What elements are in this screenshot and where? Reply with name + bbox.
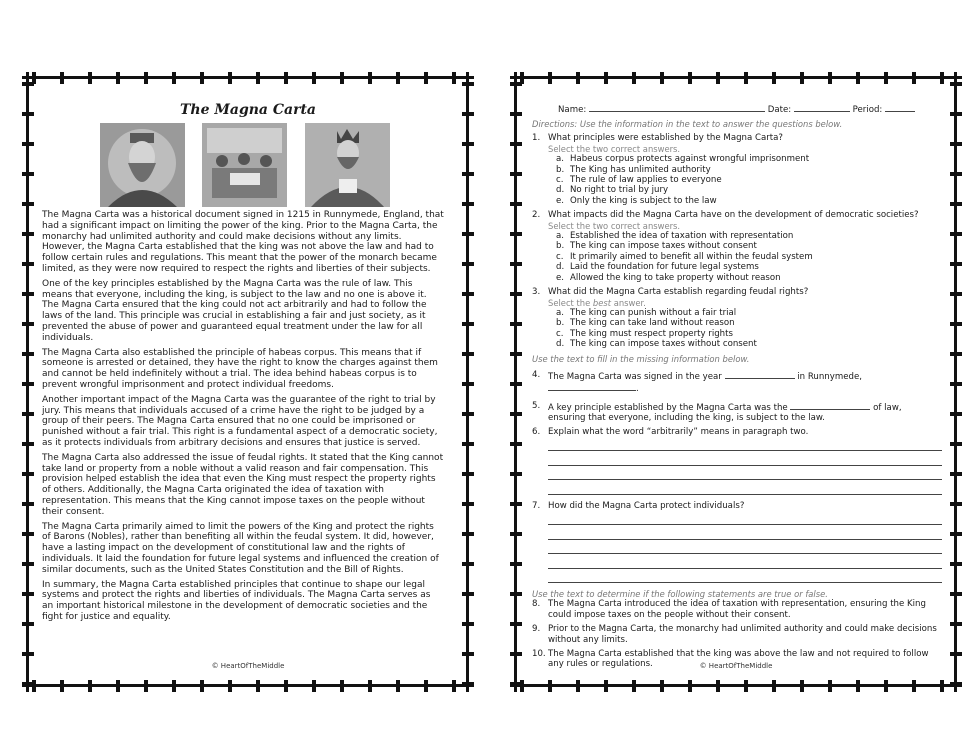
fence-post [660, 72, 664, 84]
fence-post [22, 352, 34, 356]
question-number: 4. [532, 369, 541, 380]
fence-post [950, 262, 962, 266]
fence-post [22, 232, 34, 236]
fence-post [510, 322, 522, 326]
question-4: 4. The Magna Carta was signed in the year in Runnymede, . [532, 369, 862, 395]
fence-post [510, 682, 522, 686]
fence-post [510, 232, 522, 236]
question-1 [532, 133, 942, 206]
question-text: The Magna Carta established that the king was above the law and not required to follow any rules or regulations. [548, 648, 929, 670]
fence-post [22, 172, 34, 176]
fence-post [172, 72, 176, 84]
fence-post [510, 262, 522, 266]
year-blank[interactable] [725, 370, 795, 379]
answer-option[interactable]: d. Laid the foundation for future legal systems [556, 262, 759, 273]
fence-post [950, 82, 962, 86]
question-text: Explain what the word “arbitrarily” means in paragraph two. [548, 426, 809, 437]
fence-post [172, 680, 176, 692]
fence-post [950, 202, 962, 206]
copyright-footer: © HeartOfTheMiddle [699, 662, 773, 670]
fence-post [510, 82, 522, 86]
answer-option[interactable]: b. The King has unlimited authority [556, 164, 711, 175]
fence-post [116, 680, 120, 692]
question-number: 9. [532, 624, 541, 635]
fence-post [22, 202, 34, 206]
question-text: The Magna Carta introduced the idea of taxation with representation, ensuring the King could impose taxes on the people without their consent. [548, 599, 926, 620]
fence-post [452, 72, 456, 84]
fence-post [22, 412, 34, 416]
fence-post [462, 322, 474, 326]
fence-post [22, 682, 34, 686]
paragraph-2: One of the key principles established by the Magna Carta was the rule of law. This means that everyone, including the king, is subject to the law and no one is above it. The Magna Carta ensured that the king could not act arbitrarily and had to follow the laws of the land. This principle was crucial in establishing a fair and just society, as it prevented the abuse of power and guaranteed equal treatment under the law for all individuals. [42, 278, 427, 343]
fence-post [462, 562, 474, 566]
answer-line[interactable] [548, 524, 942, 525]
fence-post [340, 680, 344, 692]
fence-post [284, 72, 288, 84]
fence-post [510, 652, 522, 656]
fence-border-bottom [510, 680, 962, 692]
fence-post [462, 142, 474, 146]
fence-post [510, 112, 522, 116]
worksheet-page [510, 72, 962, 692]
fence-post [576, 680, 580, 692]
fence-post [22, 142, 34, 146]
fence-post [800, 72, 804, 84]
fence-post [940, 680, 944, 692]
fence-post [200, 72, 204, 84]
fence-post [950, 532, 962, 536]
fence-post [950, 352, 962, 356]
question-2 [532, 210, 942, 283]
article-text [42, 210, 444, 627]
illustration-row [100, 123, 390, 207]
question-number: 8. [532, 599, 541, 610]
paragraph-3: The Magna Carta also established the principle of habeas corpus. This means that if someone is arrested or detained, they have the right to know the charges against them and cannot be held indefinitely without a trial. The idea behind habeas corpus is to prevent wrongful imprisonment and protect individual freedoms. [42, 347, 438, 390]
fence-post [884, 680, 888, 692]
signing-scene-image [202, 123, 287, 207]
question-3 [532, 287, 942, 349]
question-7 [532, 501, 942, 511]
fence-post [462, 412, 474, 416]
fence-post [368, 680, 372, 692]
fence-post [284, 680, 288, 692]
fence-post [116, 72, 120, 84]
fence-post [604, 680, 608, 692]
fence-post [660, 680, 664, 692]
question-hint: Select the best answer. [548, 297, 646, 308]
answer-line[interactable] [548, 582, 942, 583]
answer-option[interactable]: c. The king must respect property rights [556, 328, 733, 339]
fence-post [950, 292, 962, 296]
reading-page [22, 72, 474, 692]
answer-line[interactable] [548, 450, 942, 451]
fence-post [396, 72, 400, 84]
fence-post [256, 680, 260, 692]
fence-border-right [462, 72, 474, 692]
fence-post [510, 382, 522, 386]
period-blank[interactable] [885, 103, 915, 112]
king-with-scroll-image [305, 123, 390, 207]
fence-post [716, 72, 720, 84]
fence-post [950, 622, 962, 626]
fence-post [510, 292, 522, 296]
question-number: 10. [532, 648, 546, 659]
fence-post [950, 502, 962, 506]
fence-post [548, 680, 552, 692]
question-text: What principles were established by the Magna Carta? [548, 133, 783, 144]
fence-border-bottom [22, 680, 474, 692]
fence-post [950, 322, 962, 326]
fence-post [462, 292, 474, 296]
fence-border-top [22, 72, 474, 84]
answer-option[interactable]: c. The rule of law applies to everyone [556, 175, 722, 186]
fence-post [510, 502, 522, 506]
name-blank[interactable] [589, 103, 765, 112]
copyright-footer: © HeartOfTheMiddle [211, 662, 285, 670]
question-hint: Select the two correct answers. [548, 220, 681, 231]
question-5 [532, 401, 942, 424]
answer-option[interactable]: e. Allowed the king to take property without reason [556, 272, 781, 283]
fence-border-top [510, 72, 962, 84]
question-9 [532, 624, 942, 645]
fence-post [510, 472, 522, 476]
fence-post [688, 680, 692, 692]
fence-post [144, 72, 148, 84]
answer-option[interactable]: d. The king can impose taxes without consent [556, 339, 757, 350]
fence-post [856, 680, 860, 692]
fence-post [510, 592, 522, 596]
fence-post [22, 622, 34, 626]
fence-post [22, 82, 34, 86]
fence-post [510, 532, 522, 536]
fence-post [510, 622, 522, 626]
date-label: Date: [767, 105, 792, 115]
question-number: 1. [532, 133, 541, 144]
fence-post [510, 412, 522, 416]
fence-post [462, 682, 474, 686]
paragraph-6: The Magna Carta primarily aimed to limit the powers of the King and protect the rights of Barons (Nobles), rather than benefiting all within the feudal system. It did, however, have a lasting impact on the development of constitutional law and the rights of individuals. It laid the foundation for future legal systems and influenced the creation of similar documents, such as the United States Constitution and the Bill of Rights. [42, 521, 439, 575]
principle-blank[interactable] [790, 401, 870, 410]
answer-line[interactable] [548, 553, 942, 554]
fence-post [950, 652, 962, 656]
date-blank[interactable] [794, 103, 850, 112]
fence-post [452, 680, 456, 692]
fence-post [950, 472, 962, 476]
fence-post [950, 412, 962, 416]
answer-option[interactable]: b. The king can take land without reason [556, 318, 735, 329]
fence-post [884, 72, 888, 84]
question-hint: Select the two correct answers. [548, 143, 681, 154]
fence-post [604, 72, 608, 84]
question-text: What did the Magna Carta establish regarding feudal rights? [548, 287, 809, 298]
fence-post [912, 72, 916, 84]
fence-post [950, 112, 962, 116]
answer-option[interactable]: a. The king can punish without a fair trial [556, 307, 737, 318]
fence-border-left [510, 72, 522, 692]
question-text: Prior to the Magna Carta, the monarchy had unlimited authority and could make decisions without any limits. [548, 624, 937, 645]
fence-post [462, 652, 474, 656]
fence-post [576, 72, 580, 84]
question-number: 7. [532, 500, 541, 511]
question-number: 6. [532, 426, 541, 437]
fence-post [396, 680, 400, 692]
question-number: 5. [532, 400, 541, 411]
country-blank[interactable] [548, 382, 636, 391]
paragraph-7: In summary, the Magna Carta established principles that continue to shape our legal systems and protect the rights and liberties of individuals. The Magna Carta serves as an important historical milestone in the development of democratic societies and the fight for justice and equality. [42, 579, 431, 622]
fence-post [88, 72, 92, 84]
question-text-cont: in Runnymede, [797, 371, 862, 382]
fence-post [772, 680, 776, 692]
fence-post [828, 72, 832, 84]
fence-post [800, 680, 804, 692]
question-text-cont: of law, [873, 402, 902, 413]
answer-option[interactable]: d. No right to trial by jury [556, 185, 669, 196]
fence-post [22, 292, 34, 296]
fence-post [856, 72, 860, 84]
period-label: Period: [852, 105, 883, 115]
questions-body [532, 119, 942, 670]
fence-post [22, 502, 34, 506]
fence-border-right [950, 72, 962, 692]
fence-post [22, 322, 34, 326]
fence-post [312, 72, 316, 84]
fence-post [340, 72, 344, 84]
paragraph-4: Another important impact of the Magna Carta was the guarantee of the right to trial by jury. This means that individuals accused of a crime have the right to be judged by a group of their peers. The Magna Carta ensured that no one could be imprisoned or punished without a fair trial. This right is a fundamental aspect of a democratic society, as it protects individuals from arbitrary decisions and ensures that justice is served. [42, 394, 438, 448]
fence-post [912, 680, 916, 692]
question-6 [532, 427, 942, 437]
answer-option[interactable]: c. It primarily aimed to benefit all within the feudal system [556, 251, 813, 262]
directions-multiple-choice: Directions: Use the information in the text to answer the questions below. [532, 119, 843, 129]
answer-option[interactable]: e. Only the king is subject to the law [556, 195, 717, 206]
fence-post [510, 562, 522, 566]
fence-post [462, 172, 474, 176]
fence-post [228, 680, 232, 692]
fence-post [950, 592, 962, 596]
fence-post [510, 442, 522, 446]
fence-post [950, 172, 962, 176]
name-label: Name: [558, 105, 587, 115]
answer-option[interactable]: a. Habeus corpus protects against wrongful imprisonment [556, 154, 810, 165]
fence-post [22, 382, 34, 386]
question-text: A key principle established by the Magna Carta was the [548, 402, 788, 413]
answer-line[interactable] [548, 494, 942, 495]
fence-post [424, 72, 428, 84]
question-text: How did the Magna Carta protect individuals? [548, 500, 745, 511]
fence-post [22, 562, 34, 566]
fence-post [462, 472, 474, 476]
question-number: 2. [532, 210, 541, 221]
fence-post [688, 72, 692, 84]
question-text: The Magna Carta was signed in the year [548, 371, 722, 382]
fence-post [632, 680, 636, 692]
fence-post [632, 72, 636, 84]
paragraph-1: The Magna Carta was a historical document signed in 1215 in Runnymede, England, that had a significant impact on limiting the power of the king. Prior to the Magna Carta, the monarchy had unlimited authority and could make decisions without any limits. However, the Magna Carta established that the king was not above the law and had to follow certain rules and regulations. This meant that the power of the monarch became limited, as they were now required to respect the rights and liberties of their subjects. [42, 210, 444, 274]
student-info-line [558, 103, 918, 115]
fence-post [950, 562, 962, 566]
fence-post [462, 202, 474, 206]
fence-post [548, 72, 552, 84]
fence-post [462, 352, 474, 356]
fence-post [312, 680, 316, 692]
fence-post [462, 232, 474, 236]
answer-option[interactable]: b. The king can impose taxes without consent [556, 241, 757, 252]
fence-post [950, 682, 962, 686]
fence-post [144, 680, 148, 692]
fence-post [228, 72, 232, 84]
question-8 [532, 599, 942, 620]
fence-post [462, 82, 474, 86]
fence-post [424, 680, 428, 692]
fence-post [88, 680, 92, 692]
answer-line[interactable] [548, 465, 942, 466]
fence-post [462, 442, 474, 446]
answer-line[interactable] [548, 568, 942, 569]
page-title: The Magna Carta [180, 102, 316, 118]
fence-post [950, 382, 962, 386]
question-text: What impacts did the Magna Carta have on the development of democratic societies? [548, 210, 919, 221]
fence-post [462, 262, 474, 266]
fence-post [22, 652, 34, 656]
answer-option[interactable]: a. Established the idea of taxation with representation [556, 231, 794, 242]
fence-post [950, 142, 962, 146]
fence-post [22, 472, 34, 476]
paragraph-5: The Magna Carta also addressed the issue of feudal rights. It stated that the King cannot take land or property from a noble without a valid reason and fair compensation. This provision helped establish the idea that even the King must respect the property rights of others. Additionally, the Magna Carta originated the idea of taxation with representation. This means that the King cannot impose taxes on the people without their consent. [42, 452, 444, 517]
fence-post [462, 592, 474, 596]
question-text-end: ensuring that everyone, including the king, is subject to the law. [548, 413, 825, 424]
fence-post [22, 442, 34, 446]
fence-post [772, 72, 776, 84]
fence-post [950, 442, 962, 446]
fence-post [744, 72, 748, 84]
directions-fill-in: Use the text to fill in the missing information below. [532, 353, 750, 364]
answer-line[interactable] [548, 539, 942, 540]
fence-post [256, 72, 260, 84]
fence-post [462, 502, 474, 506]
fence-post [368, 72, 372, 84]
fence-post [462, 622, 474, 626]
fence-post [510, 142, 522, 146]
fence-post [60, 72, 64, 84]
fence-post [510, 202, 522, 206]
fence-border-left [22, 72, 34, 692]
answer-line[interactable] [548, 479, 942, 480]
question-number: 3. [532, 287, 541, 298]
fence-post [200, 680, 204, 692]
directions-true-false: Use the text to determine if the following statements are true or false. [532, 588, 828, 599]
fence-post [940, 72, 944, 84]
fence-post [462, 382, 474, 386]
fence-post [510, 352, 522, 356]
fence-post [950, 232, 962, 236]
fence-post [510, 172, 522, 176]
fence-post [716, 680, 720, 692]
fence-post [22, 532, 34, 536]
fence-post [22, 262, 34, 266]
fence-post [828, 680, 832, 692]
king-portrait-image [100, 123, 185, 207]
fence-post [744, 680, 748, 692]
fence-post [462, 532, 474, 536]
fence-post [60, 680, 64, 692]
fence-post [22, 592, 34, 596]
